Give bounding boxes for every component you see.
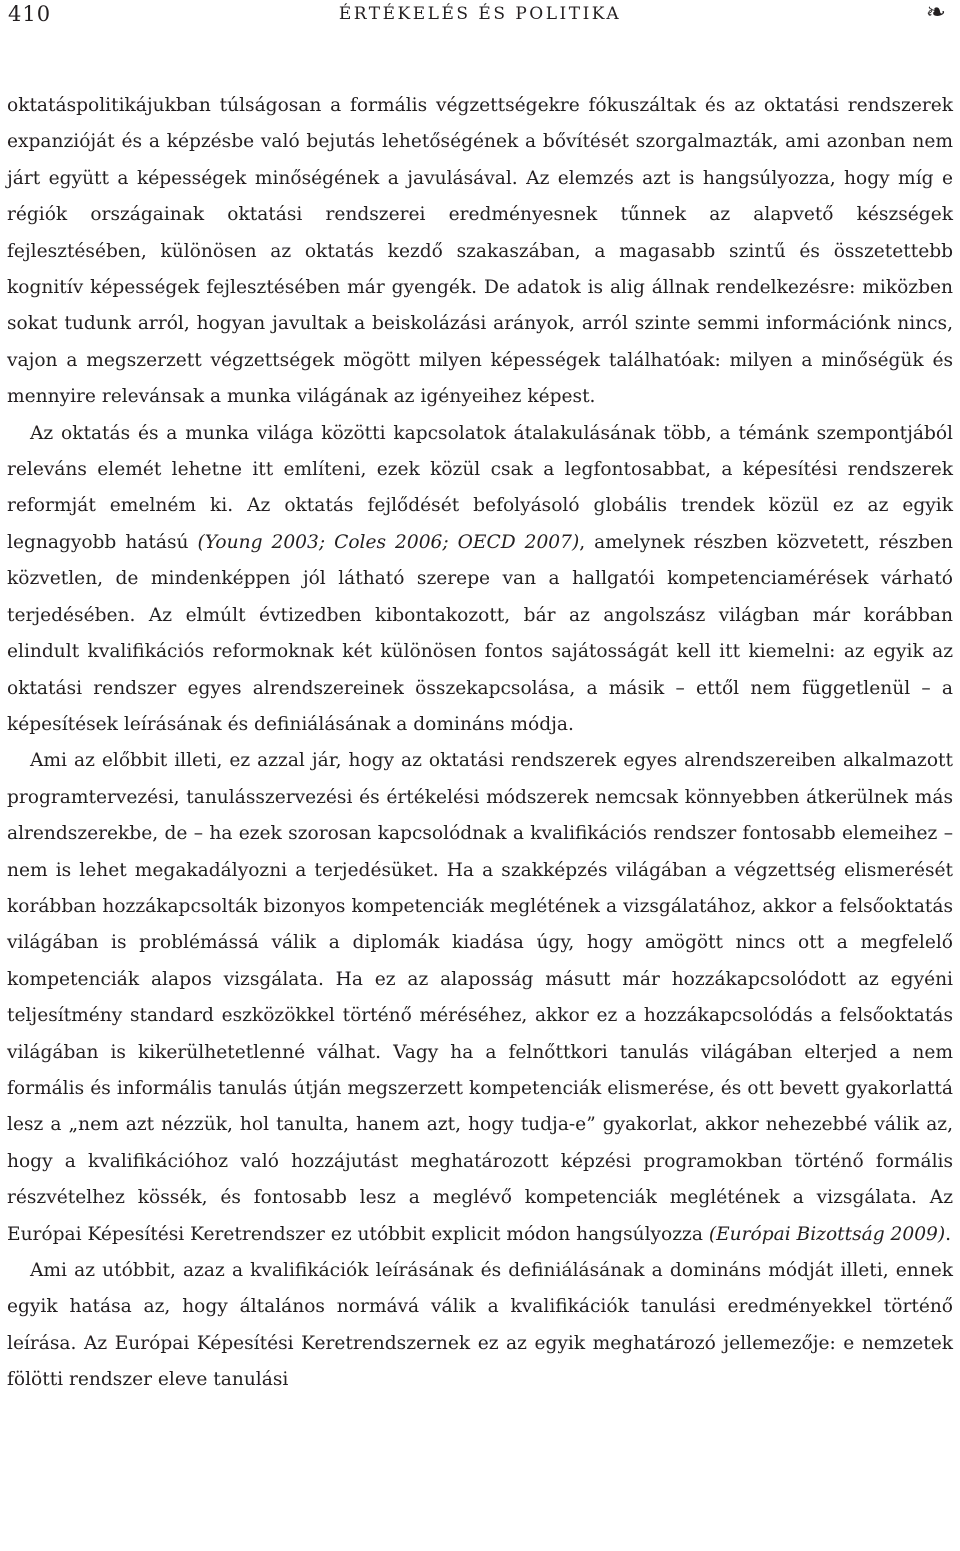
paragraph [7,743,953,1253]
paragraph-text: Ami az utóbbit, azaz a kvalifikációk leírásának és definiálásának a domináns módját illeti, ennek egyik hatása az, hogy általános normává válik a kvalifikációk tanulási eredményekkel történő leírása. Az Európai Képesítési Keretrendszernek ez az egyik meghatározó jellemezője: e nemzetek fölötti rendszer eleve tanulási [7,1260,953,1391]
paragraph-text: oktatáspolitikájukban túlságosan a formális végzettségekre fókuszáltak és az oktatási rendszerek expanzióját és a képzésbe való bejutás lehetőségének a bővítését szorgalmazták, ami azonban nem járt együtt a képességek minőségének a javulásával. Az elemzés azt is hangsúlyozza, hogy míg e régiók országainak oktatási rendszerei eredményesnek tűnnek az alapvető készségek fejlesztésében, különösen az oktatás kezdő szakaszában, a magasabb szintű és összetettebb kognitív képességek fejlesztésében már gyengék. De adatok is alig állnak rendelkezésre: miközben sokat tudunk arról, hogyan javultak a beiskolázási arányok, arról szinte semmi információnk nincs, vajon a megszerzett végzettségek mögött milyen képességek találhatóak: milyen a minőségük és mennyire relevánsak a munka világának az igényeihez képest. [7,95,953,408]
paragraph-text: . [945,1223,952,1245]
paragraph-text: , amelynek részben közvetett, részben közvetlen, de mindenképpen jól látható szerepe van a hallgatói kompetenciamérések várható terjedésében. Az elmúlt évtizedben kibontakozott, bár az angolszász világban már korábban elindult kvalifikációs reformoknak két különösen fontos sajátosságát kell itt kiemelni: az egyik az oktatási rendszer egyes alrendszereinek összekapcsolása, a másik – ettől nem függetlenül – a képesítések leírásának és definiálásának a domináns módja. [7,531,953,735]
citation: (Európai Bizottság 2009) [708,1223,946,1245]
running-title: ÉRTÉKELÉS ÉS POLITIKA [338,4,622,24]
paragraph-text: Az oktatás és a munka világa közötti kapcsolatok átalakulásának több, a témánk szempontjából releváns elemét lehetne itt említeni, ezek közül csak a legfontosabbat, a képesítési rendszerek reformját emelném ki. Az oktatás fejlődését befolyásoló globális trendek közül ez az egyik legnagyobb hatású [7,422,953,553]
fleuron-ornament-icon: ❧ [925,0,946,26]
page-number: 410 [8,2,52,26]
paragraph [7,88,953,416]
page-header [0,0,960,34]
paragraph [7,416,953,744]
paragraph [7,1253,953,1399]
paragraph-text: Ami az előbbit illeti, ez azzal jár, hogy az oktatási rendszerek egyes alrendszereiben alkalmazott programtervezési, tanulásszervezési és értékelési módszerek nemcsak könnyebben átkerülnek más alrendszerekbe, de – ha ezek szorosan kapcsolódnak a kvalifikációs rendszer fontosabb elemeihez – nem is lehet megakadályozni a terjedésüket. Ha a szakképzés világában a végzettség elismerését korábban hozzákapcsolták bizonyos kompetenciák meglétének a vizsgálatához, akkor a felsőoktatás világában is problémássá válik a diplomák kiadása úgy, hogy amögött nincs ott a megfelelő kompetenciák alapos vizsgálata. Ha ez az alaposság másutt már hozzákapcsolódott az egyéni teljesítmény standard eszközökkel történő méréséhez, akkor ez a hozzákapcsolódás a felsőoktatás világában is kikerülhetetlenné válhat. Vagy ha a felnőttkori tanulás világában elterjed a nem formális és informális tanulás útján megszerzett kompetenciák elismerése, és ott bevett gyakorlattá lesz a „nem azt nézzük, hol tanulta, hanem azt, hogy tudja-e” gyakorlat, akkor nehezebbé válik az, hogy a kvalifikációhoz való hozzájutást meghatározott képzési programokban történő formális részvételhez kössék, és fontosabb lesz a meglévő kompetenciák meglétének a vizsgálata. Az Európai Képesítési Keretrendszer ez utóbbit explicit módon hangsúlyozza [7,750,953,1245]
citation: (Young 2003; Coles 2006; OECD 2007) [197,531,580,553]
body-text [7,88,953,1399]
